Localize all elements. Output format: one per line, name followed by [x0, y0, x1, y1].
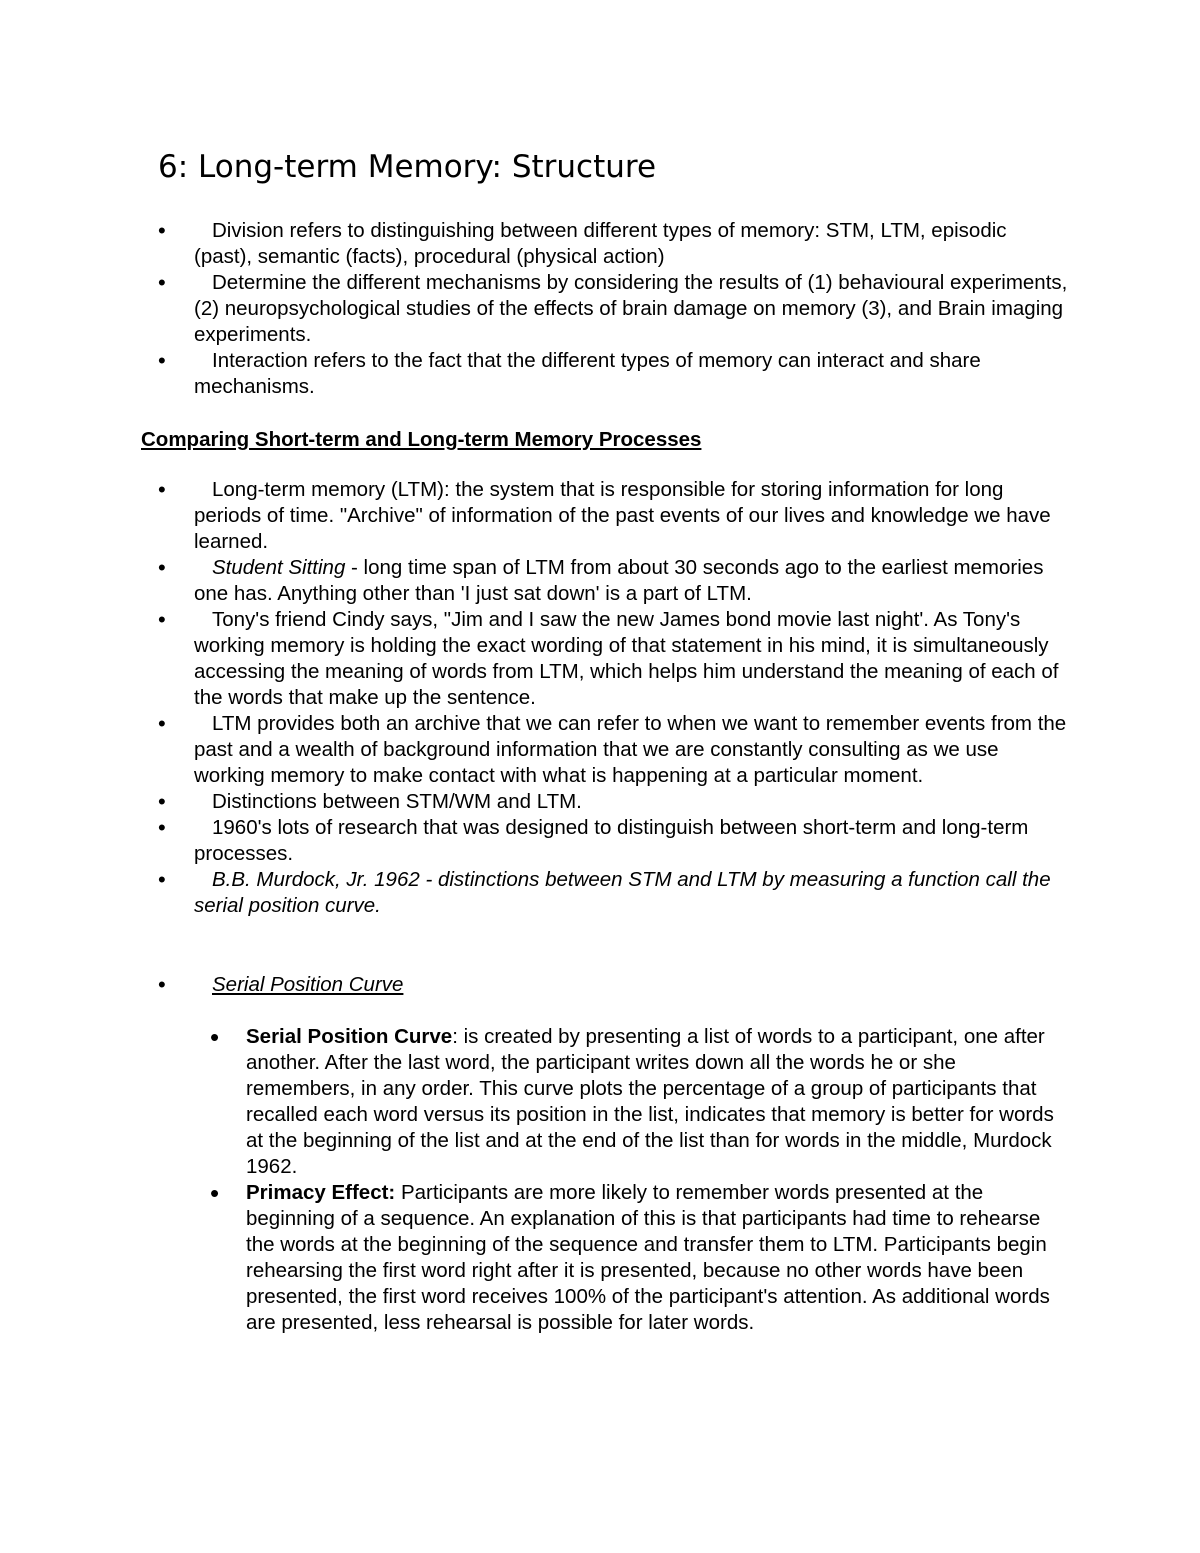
bullet-text: Distinctions between STM/WM and LTM. — [212, 790, 582, 813]
list-item — [158, 555, 1068, 607]
list-item — [158, 477, 1068, 555]
list-item — [158, 607, 1068, 711]
spc-term: Serial Position Curve — [246, 1025, 453, 1048]
list-item — [158, 218, 1068, 270]
list-item — [158, 348, 1068, 400]
student-sitting-term: Student Sitting — [212, 556, 346, 579]
bullet-text: Tony's friend Cindy says, "Jim and I saw the new James bond movie last night'. As Tony's working memory is holding the exact wording of that statement in his mind, it is simultaneously accessing the meaning of words from LTM, which helps him understand the meaning of each of the words that make up the sentence. — [194, 608, 1059, 709]
list-item — [158, 815, 1068, 867]
bullet-text: 1960's lots of research that was designed to distinguish between short-term and long-term processes. — [194, 816, 1029, 865]
list-item — [158, 270, 1068, 348]
main-bullet-list — [158, 477, 1068, 919]
bullet-text: Participants are more likely to remember words presented at the beginning of a sequence. An explanation of this is that participants had time to rehearse the words at the beginning of the sequence and transfer them to LTM. Participants begin rehearsing the first word right after it is presented, because no other words have been presented, the first word receives 100% of the participant's attention. As additional words are presented, less rehearsal is possible for later words. — [246, 1181, 1050, 1334]
bullet-text: Determine the different mechanisms by considering the results of (1) behavioural experiments, (2) neuropsychological studies of the effects of brain damage on memory (3), and Brain imaging experiments. — [194, 271, 1068, 346]
intro-bullet-list — [158, 218, 1068, 400]
list-item — [158, 972, 1068, 998]
list-item — [210, 1180, 1070, 1336]
bullet-text: LTM provides both an archive that we can refer to when we want to remember events from the past and a wealth of background information that we are constantly consulting as we use working memory to make contact with what is happening at a particular moment. — [194, 712, 1067, 787]
primacy-term: Primacy Effect: — [246, 1181, 396, 1204]
list-item — [158, 789, 1068, 815]
page-title: 6: Long-term Memory: Structure — [158, 149, 657, 185]
bullet-text: B.B. Murdock, Jr. 1962 - distinctions between STM and LTM by measuring a function call the serial position curve. — [194, 868, 1051, 917]
serial-position-bullet-list — [158, 972, 1068, 998]
bullet-text: : is created by presenting a list of words to a participant, one after another. After the last word, the participant writes down all the words he or she remembers, in any order. This curve plots the percentage of a group of participants that recalled each word versus its position in the list, indicates that memory is better for words at the beginning of the list and at the end of the list than for words in the middle, Murdock 1962. — [246, 1025, 1054, 1178]
section-heading: Comparing Short-term and Long-term Memory Processes — [141, 428, 702, 451]
bullet-text: Interaction refers to the fact that the different types of memory can interact and share mechanisms. — [194, 349, 981, 398]
bullet-text: Long-term memory (LTM): the system that is responsible for storing information for long periods of time. "Archive" of information of the past events of our lives and knowledge we have learned. — [194, 478, 1051, 553]
list-item — [158, 711, 1068, 789]
serial-position-heading: Serial Position Curve — [212, 973, 404, 996]
bullet-text: Division refers to distinguishing between different types of memory: STM, LTM, episodic (past), semantic (facts), procedural (physical action) — [194, 219, 1007, 268]
sub-bullet-list — [210, 1024, 1070, 1336]
list-item — [210, 1024, 1070, 1180]
list-item — [158, 867, 1068, 919]
bullet-text: - long time span of LTM from about 30 seconds ago to the earliest memories one has. Anything other than 'I just sat down' is a part of LTM. — [194, 556, 1044, 605]
